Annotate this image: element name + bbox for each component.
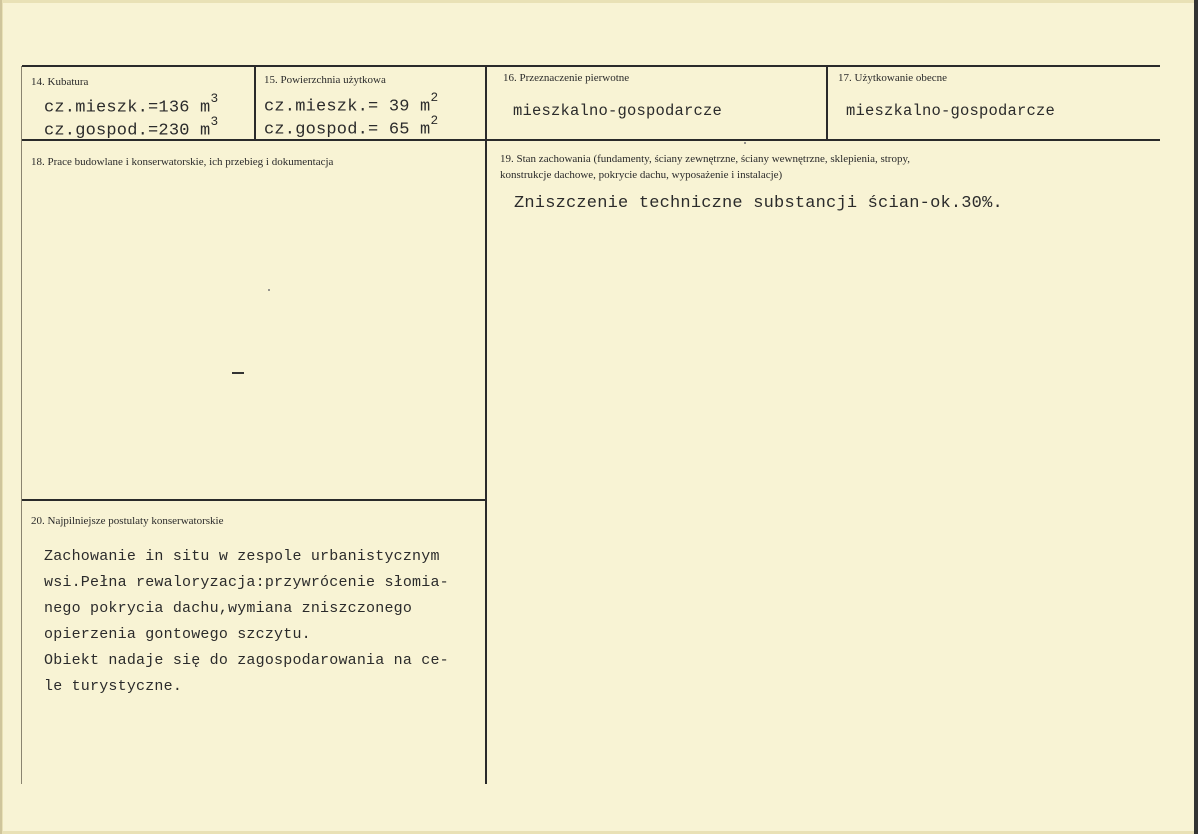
field-14-line2-text: cz.gospod.=230 m [44,121,211,141]
field-19-label-line1: 19. Stan zachowania (fundamenty, ściany zewnętrzne, ściany wewnętrzne, sklepienia, stropy, [500,153,911,165]
left-border [21,66,22,784]
field-15-line1-text: cz.mieszk.= 39 m [264,97,431,117]
field-14-line1 [44,91,219,118]
field-15-line1 [264,90,439,117]
divider-16-17 [826,66,828,140]
field-15-line1-exponent: 2 [430,90,439,106]
field-16-value: mieszkalno-gospodarcze [513,102,723,120]
field-19-label-line2: konstrukcje dachowe, pokrycie dachu, wyposażenie i instalacje) [500,169,783,181]
field-14-line2-exponent: 3 [210,114,219,130]
field-16-label: 16. Przeznaczenie pierwotne [503,72,630,84]
field-14-line1-exponent: 3 [210,91,219,107]
card-right-edge [1194,0,1198,834]
field-15-line2 [264,113,439,140]
field-20-line-6: le turystyczne. [44,678,183,695]
top-rule [22,65,1160,67]
paper-speck [268,289,270,291]
field-14-line2 [44,114,219,141]
field-20-line-5: Obiekt nadaje się do zagospodarowania na ce- [44,652,449,669]
main-vertical-divider [485,66,487,784]
field-20-line-2: wsi.Pełna rewaloryzacja:przywrócenie słomia- [44,574,449,591]
field-18-value-dash [232,372,244,374]
field-20-line-4: opierzenia gontowego szczytu. [44,626,311,643]
field-20-line-3: nego pokrycia dachu,wymiana zniszczonego [44,600,413,617]
field-15-label: 15. Powierzchnia użytkowa [264,74,386,86]
field-14-label: 14. Kubatura [31,76,89,88]
divider-14-15 [254,66,256,140]
field-14-line1-text: cz.mieszk.=136 m [44,98,211,118]
field-15-line2-exponent: 2 [430,113,439,129]
field-20-label: 20. Najpilniejsze postulaty konserwatorskie [31,515,224,527]
field-18-label: 18. Prace budowlane i konserwatorskie, ich przebieg i dokumentacja [31,156,334,168]
field-19-value: Zniszczenie techniczne substancji ścian-ok.30%. [514,194,1003,213]
field-20-line-1: Zachowanie in situ w zespole urbanistycznym [44,548,440,565]
field-15-line2-text: cz.gospod.= 65 m [264,120,431,140]
rule-18-20 [22,499,486,501]
card-left-edge [0,0,2,834]
paper-speck [744,142,746,144]
field-17-label: 17. Użytkowanie obecne [838,72,948,84]
field-17-value: mieszkalno-gospodarcze [846,102,1056,120]
